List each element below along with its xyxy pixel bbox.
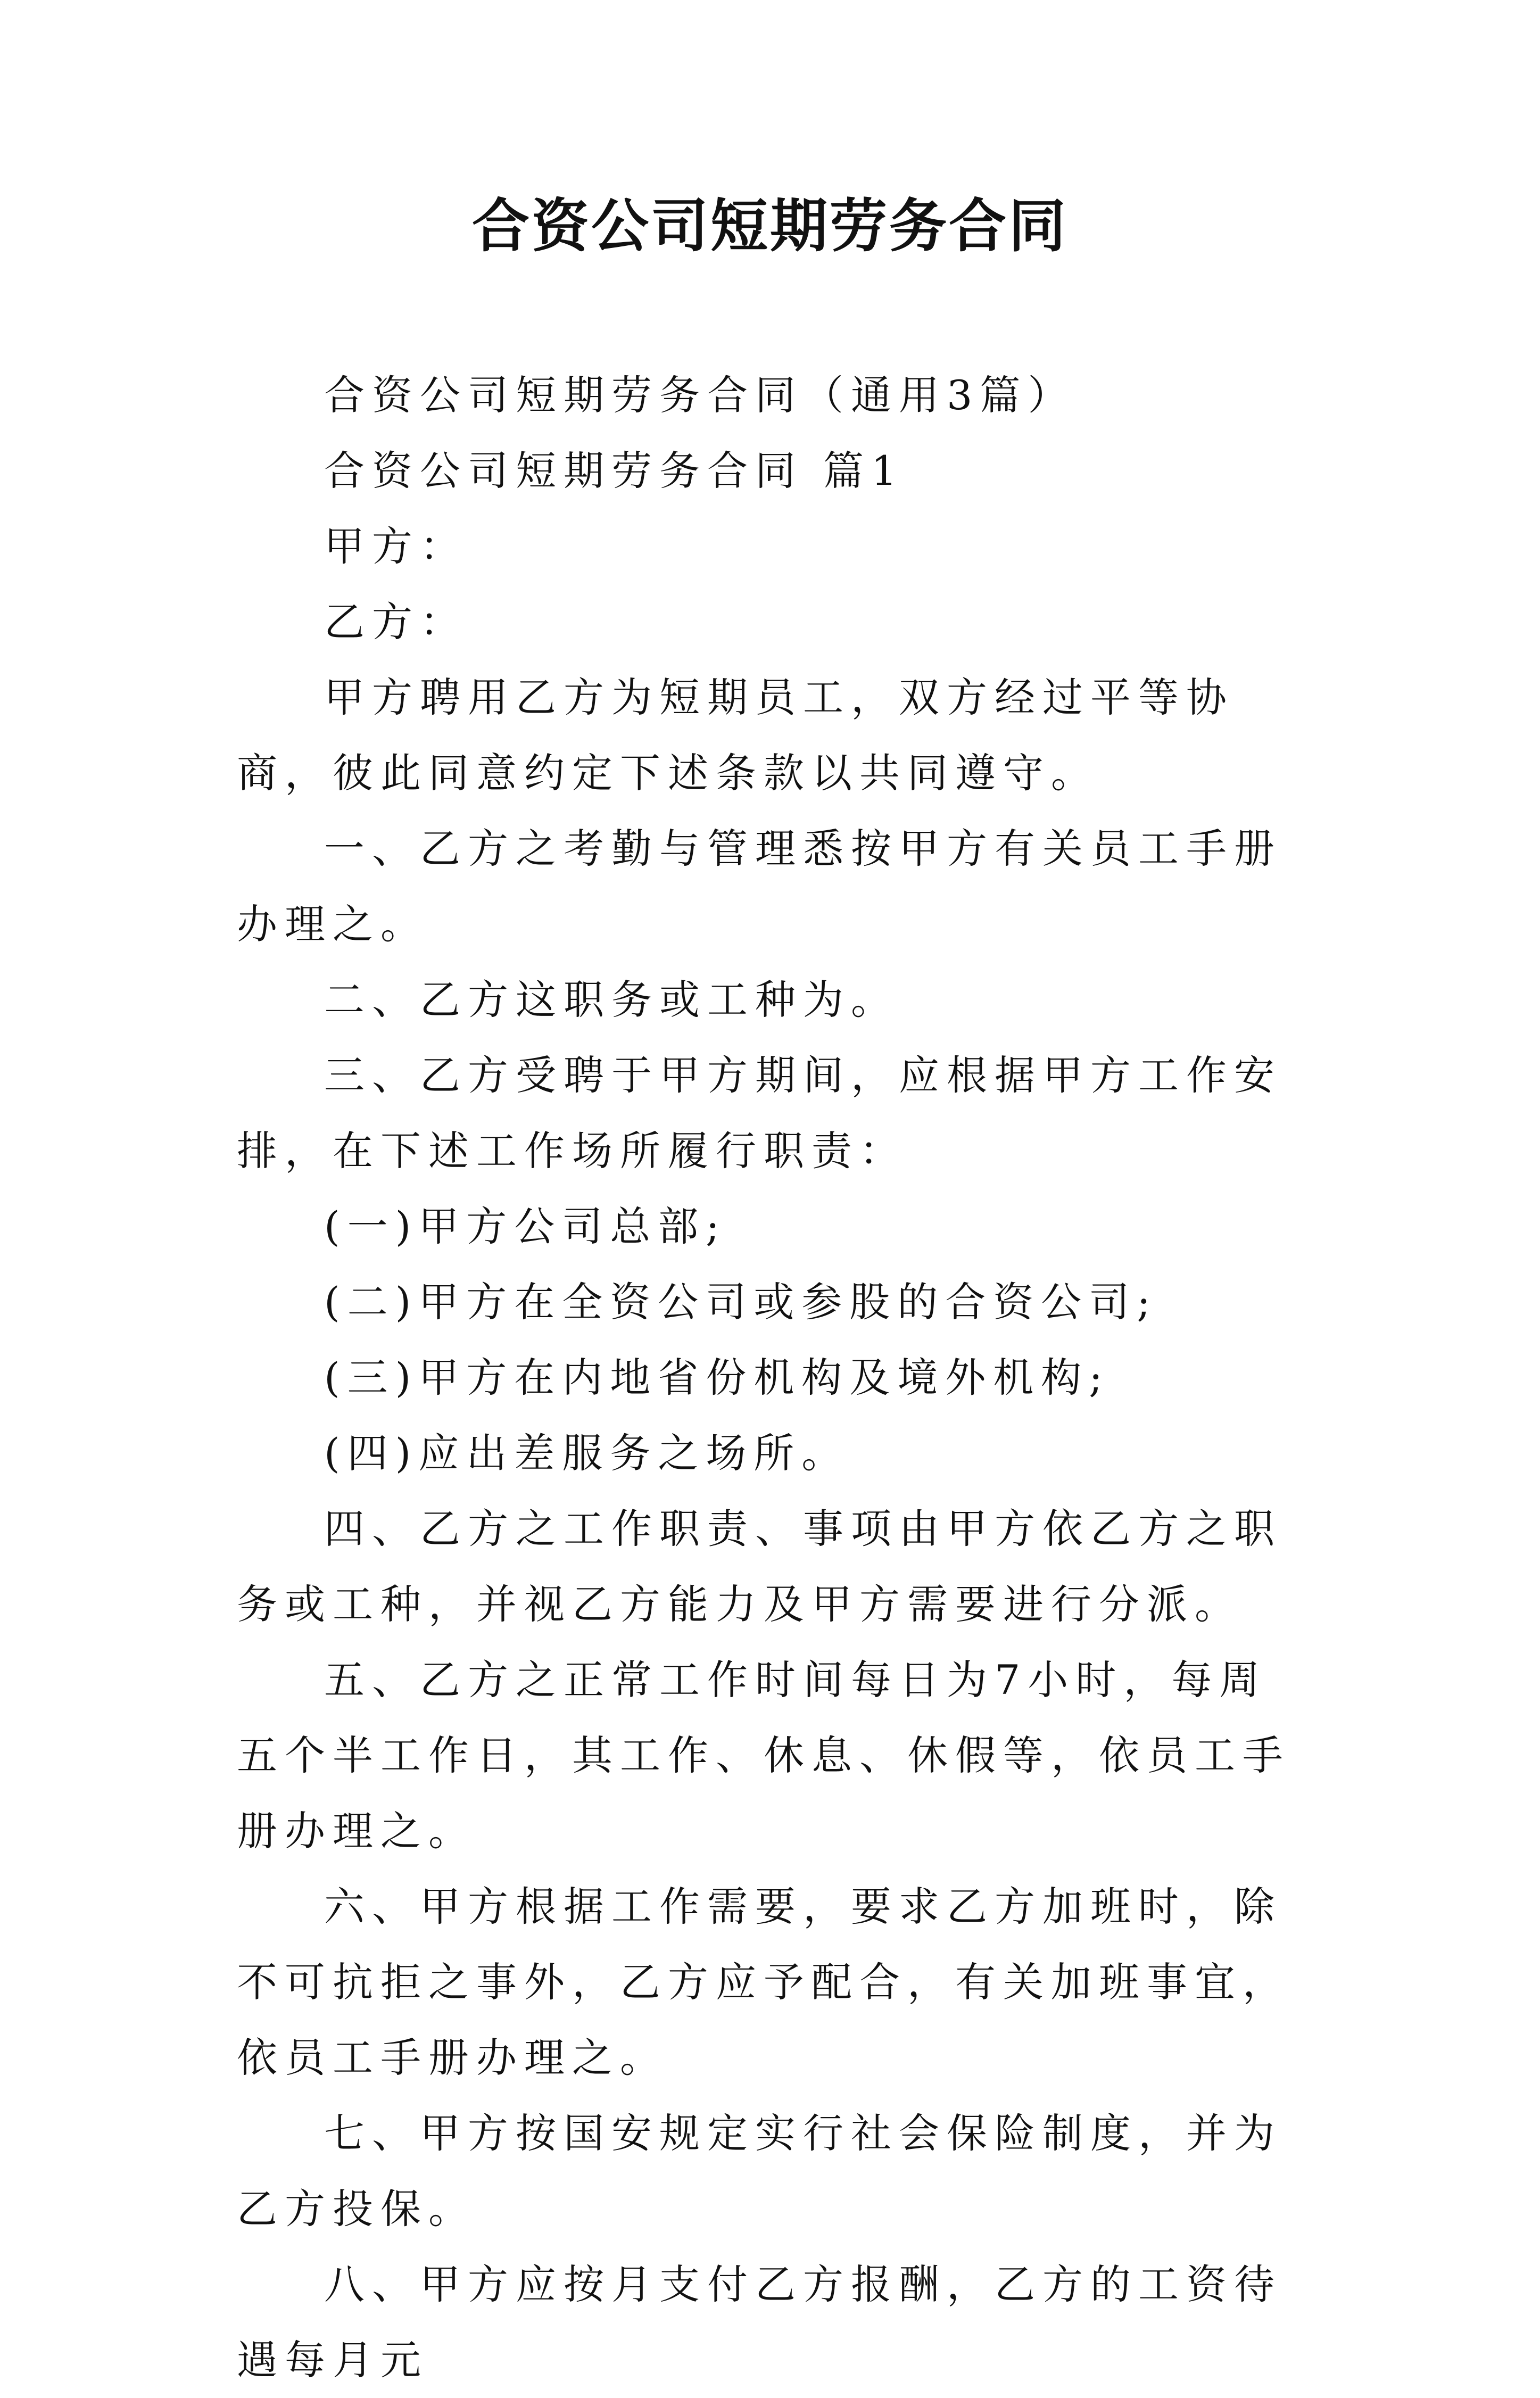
paragraph: (四)应出差服务之场所。 (324, 1429, 850, 1477)
paragraph: 八、甲方应按月支付乙方报酬，乙方的工资待遇每月元 (237, 2261, 1282, 2384)
paragraph: 乙方： (324, 598, 468, 646)
paragraph: 四、乙方之工作职责、事项由甲方依乙方之职务或工种，并视乙方能力及甲方需要进行分派。 (237, 1505, 1282, 1628)
document-body (237, 358, 1312, 2398)
paragraph: (一)甲方公司总部; (324, 1203, 727, 1250)
paragraph: 二、乙方这职务或工种为。 (324, 976, 899, 1023)
document-title: 合资公司短期劳务合同 (471, 193, 1068, 260)
paragraph: 七、甲方按国安规定实行社会保险制度，并为乙方投保。 (237, 2110, 1282, 2232)
paragraph: 一、乙方之考勤与管理悉按甲方有关员工手册办理之。 (237, 825, 1282, 948)
paragraph: 甲方聘用乙方为短期员工，双方经过平等协商，彼此同意约定下述条款以共同遵守。 (237, 674, 1234, 797)
paragraph: 五、乙方之正常工作时间每日为7小时，每周五个半工作日，其工作、休息、休假等，依员工手册办理之。 (237, 1656, 1290, 1855)
paragraph: 三、乙方受聘于甲方期间，应根据甲方工作安排，在下述工作场所履行职责： (237, 1052, 1282, 1175)
paragraph: 甲方： (324, 523, 468, 570)
paragraph: 合资公司短期劳务合同（通用3篇） (324, 371, 1076, 419)
paragraph: 合资公司短期劳务合同 篇1 (324, 447, 905, 494)
paragraph: (三)甲方在内地省份机构及境外机构; (324, 1354, 1110, 1401)
paragraph: 六、甲方根据工作需要，要求乙方加班时，除不可抗拒之事外，乙方应予配合，有关加班事宜，依员工手册办理之。 (237, 1883, 1290, 2081)
paragraph: (二)甲方在全资公司或参股的合资公司; (324, 1278, 1158, 1326)
